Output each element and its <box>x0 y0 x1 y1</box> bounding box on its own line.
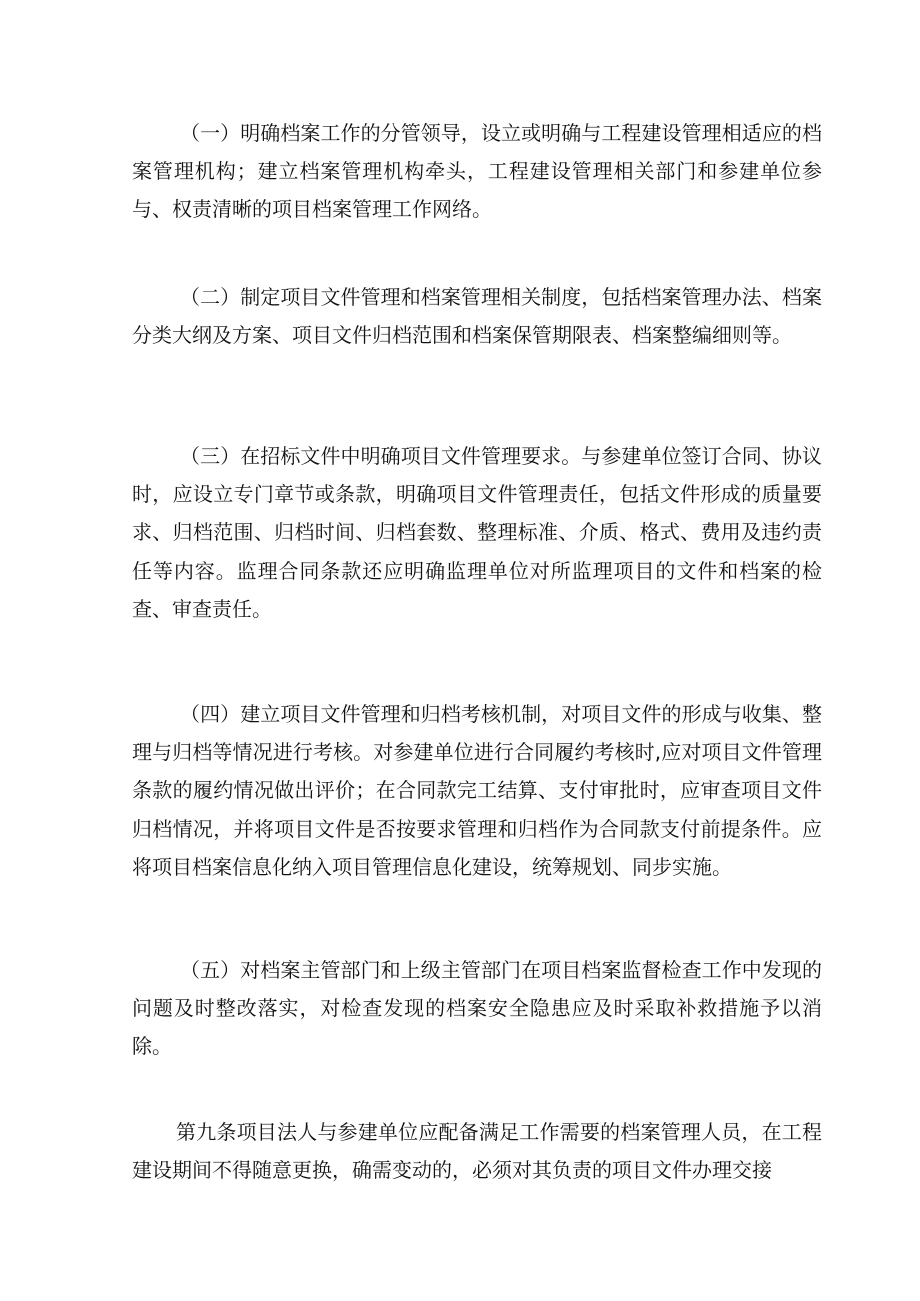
paragraph-1: （一）明确档案工作的分管领导，设立或明确与工程建设管理相适应的档案管理机构；建立档案管理机构牵头，工程建设管理相关部门和参建单位参与、权责清晰的项目档案管理工作网络。 <box>132 121 822 222</box>
paragraph-4: （四）建立项目文件管理和归档考核机制，对项目文件的形成与收集、整理与归档等情况进行考核。对参建单位进行合同履约考核时,应对项目文件管理条款的履约情况做出评价；在合同款完工结算、支付审批时，应审查项目文件归档情况，并将项目文件是否按要求管理和归档作为合同款支付前提条件。应将项目档案信息化纳入项目管理信息化建设，统筹规划、同步实施。 <box>132 702 822 879</box>
paragraph-2: （二）制定项目文件管理和档案管理相关制度，包括档案管理办法、档案分类大纲及方案、项目文件归档范围和档案保管期限表、档案整编细则等。 <box>132 285 822 348</box>
paragraph-3: （三）在招标文件中明确项目文件管理要求。与参建单位签订合同、协议时，应设立专门章节或条款，明确项目文件管理责任，包括文件形成的质量要求、归档范围、归档时间、归档套数、整理标准、介质、格式、费用及违约责任等内容。监理合同条款还应明确监理单位对所监理项目的文件和档案的检查、审查责任。 <box>132 444 822 621</box>
paragraph-article-9: 第九条项目法人与参建单位应配备满足工作需要的档案管理人员，在工程建设期间不得随意更换，确需变动的，必须对其负责的项目文件办理交接 <box>132 1120 822 1183</box>
paragraph-5: （五）对档案主管部门和上级主管部门在项目档案监督检查工作中发现的问题及时整改落实，对检查发现的档案安全隐患应及时采取补救措施予以消除。 <box>132 958 822 1059</box>
